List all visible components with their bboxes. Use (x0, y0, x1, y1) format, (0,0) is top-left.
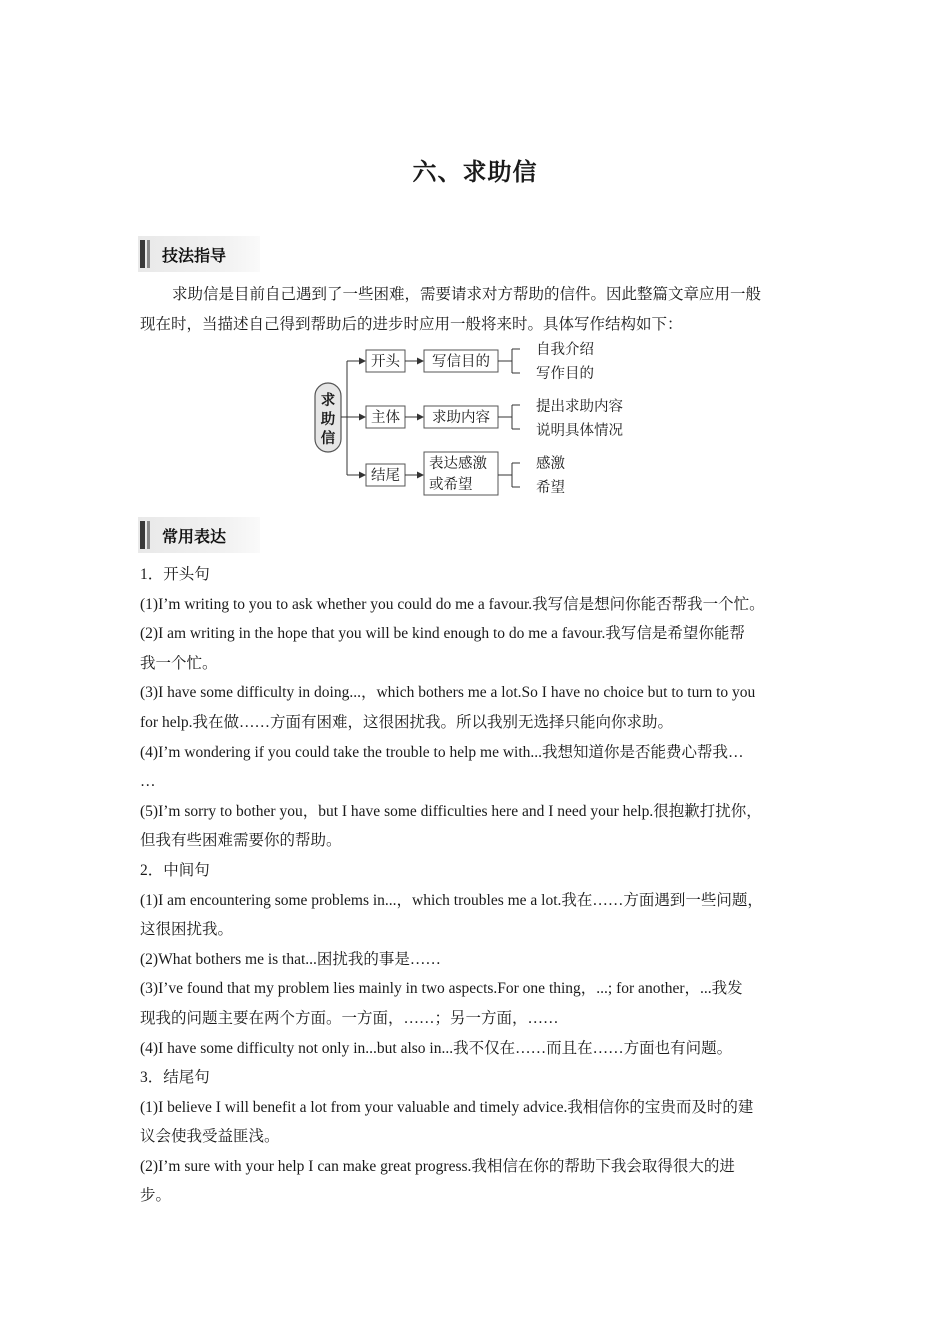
intro-paragraph (140, 280, 820, 339)
section-marker (140, 240, 145, 268)
list-line: 1．开头句 (140, 566, 210, 583)
section-label-guide: 技法指导 (162, 246, 227, 265)
diagram-detail-label: 自我介绍 (536, 342, 594, 358)
list-line: 2．中间句 (140, 861, 210, 879)
section-marker (140, 521, 145, 549)
list-line: (4)I’m wondering if you could take the trouble to help me with...我想知道你是否能费心帮我… (140, 743, 744, 761)
list-line: 3．结尾句 (140, 1069, 210, 1087)
diagram-purpose-label: 求助内容 (432, 410, 490, 426)
list-line: (4)I have some difficulty not only in...but also in...我不仅在……而且在……方面也有问题。 (140, 1039, 733, 1057)
list-line: (1)I believe I will benefit a lot from your valuable and timely advice.我相信你的宝贵而及时的建 (140, 1098, 754, 1116)
diagram-detail-label: 希望 (536, 480, 565, 496)
list-line: (5)I’m sorry to bother you，but I have some difficulties here and I need your help.很抱歉打扰你， (140, 802, 762, 820)
page-title: 六、求助信 (412, 158, 538, 186)
section-header-expressions (138, 517, 260, 553)
list-line: 我一个忙。 (140, 654, 218, 672)
expression-list (140, 560, 830, 1211)
list-line: 步。 (140, 1187, 172, 1205)
diagram-purpose-label: 写信目的 (432, 354, 490, 370)
list-line: (1)I’m writing to you to ask whether you could do me a favour.我写信是想问你能否帮我一个忙。 (140, 595, 765, 613)
structure-diagram (300, 335, 660, 501)
diagram-purpose-label: 表达感激 (429, 456, 487, 472)
diagram-part-label: 开头 (371, 354, 400, 370)
diagram-detail-label: 提出求助内容 (536, 399, 623, 415)
diagram-root-char: 助 (320, 412, 336, 428)
diagram-detail-label: 感激 (536, 456, 565, 472)
diagram-detail-label: 说明具体情况 (536, 423, 623, 439)
list-line: … (140, 773, 156, 791)
list-line: 现我的问题主要在两个方面。一方面，……；另一方面，…… (140, 1009, 559, 1027)
section-header-guide (138, 236, 260, 272)
section-marker-thin (147, 521, 150, 549)
diagram-root-char: 信 (320, 431, 336, 447)
list-line: (2)What bothers me is that...困扰我的事是…… (140, 950, 441, 968)
list-line: (3)I have some difficulty in doing...，which bothers me a lot.So I have no choice but to turn to you (140, 684, 756, 702)
list-line: (3)I’ve found that my problem lies mainly in two aspects.For one thing，...; for another，...我发 (140, 980, 743, 998)
list-line: 但我有些困难需要你的帮助。 (140, 832, 342, 850)
section-label-expressions: 常用表达 (162, 527, 227, 546)
list-line: 议会使我受益匪浅。 (140, 1128, 280, 1146)
list-line: (2)I’m sure with your help I can make great progress.我相信在你的帮助下我会取得很大的进 (140, 1157, 735, 1175)
diagram-detail-label: 写作目的 (536, 366, 594, 382)
diagram-part-label: 结尾 (371, 468, 400, 484)
section-marker-thin (147, 240, 150, 268)
intro-line: 现在时，当描述自己得到帮助后的进步时应用一般将来时。具体写作结构如下： (140, 315, 683, 333)
diagram-part-label: 主体 (371, 410, 400, 426)
diagram-purpose-label: 或希望 (429, 477, 473, 493)
list-line: (2)I am writing in the hope that you will be kind enough to do me a favour.我写信是希望你能帮 (140, 625, 745, 643)
intro-line: 求助信是目前自己遇到了一些困难，需要请求对方帮助的信件。因此整篇文章应用一般 (172, 286, 762, 303)
list-line: 这很困扰我。 (140, 921, 234, 939)
diagram-root-char: 求 (320, 393, 336, 409)
list-line: for help.我在做……方面有困难，这很困扰我。所以我别无选择只能向你求助。 (140, 713, 674, 731)
list-line: (1)I am encountering some problems in...，which troubles me a lot.我在……方面遇到一些问题， (140, 891, 763, 909)
